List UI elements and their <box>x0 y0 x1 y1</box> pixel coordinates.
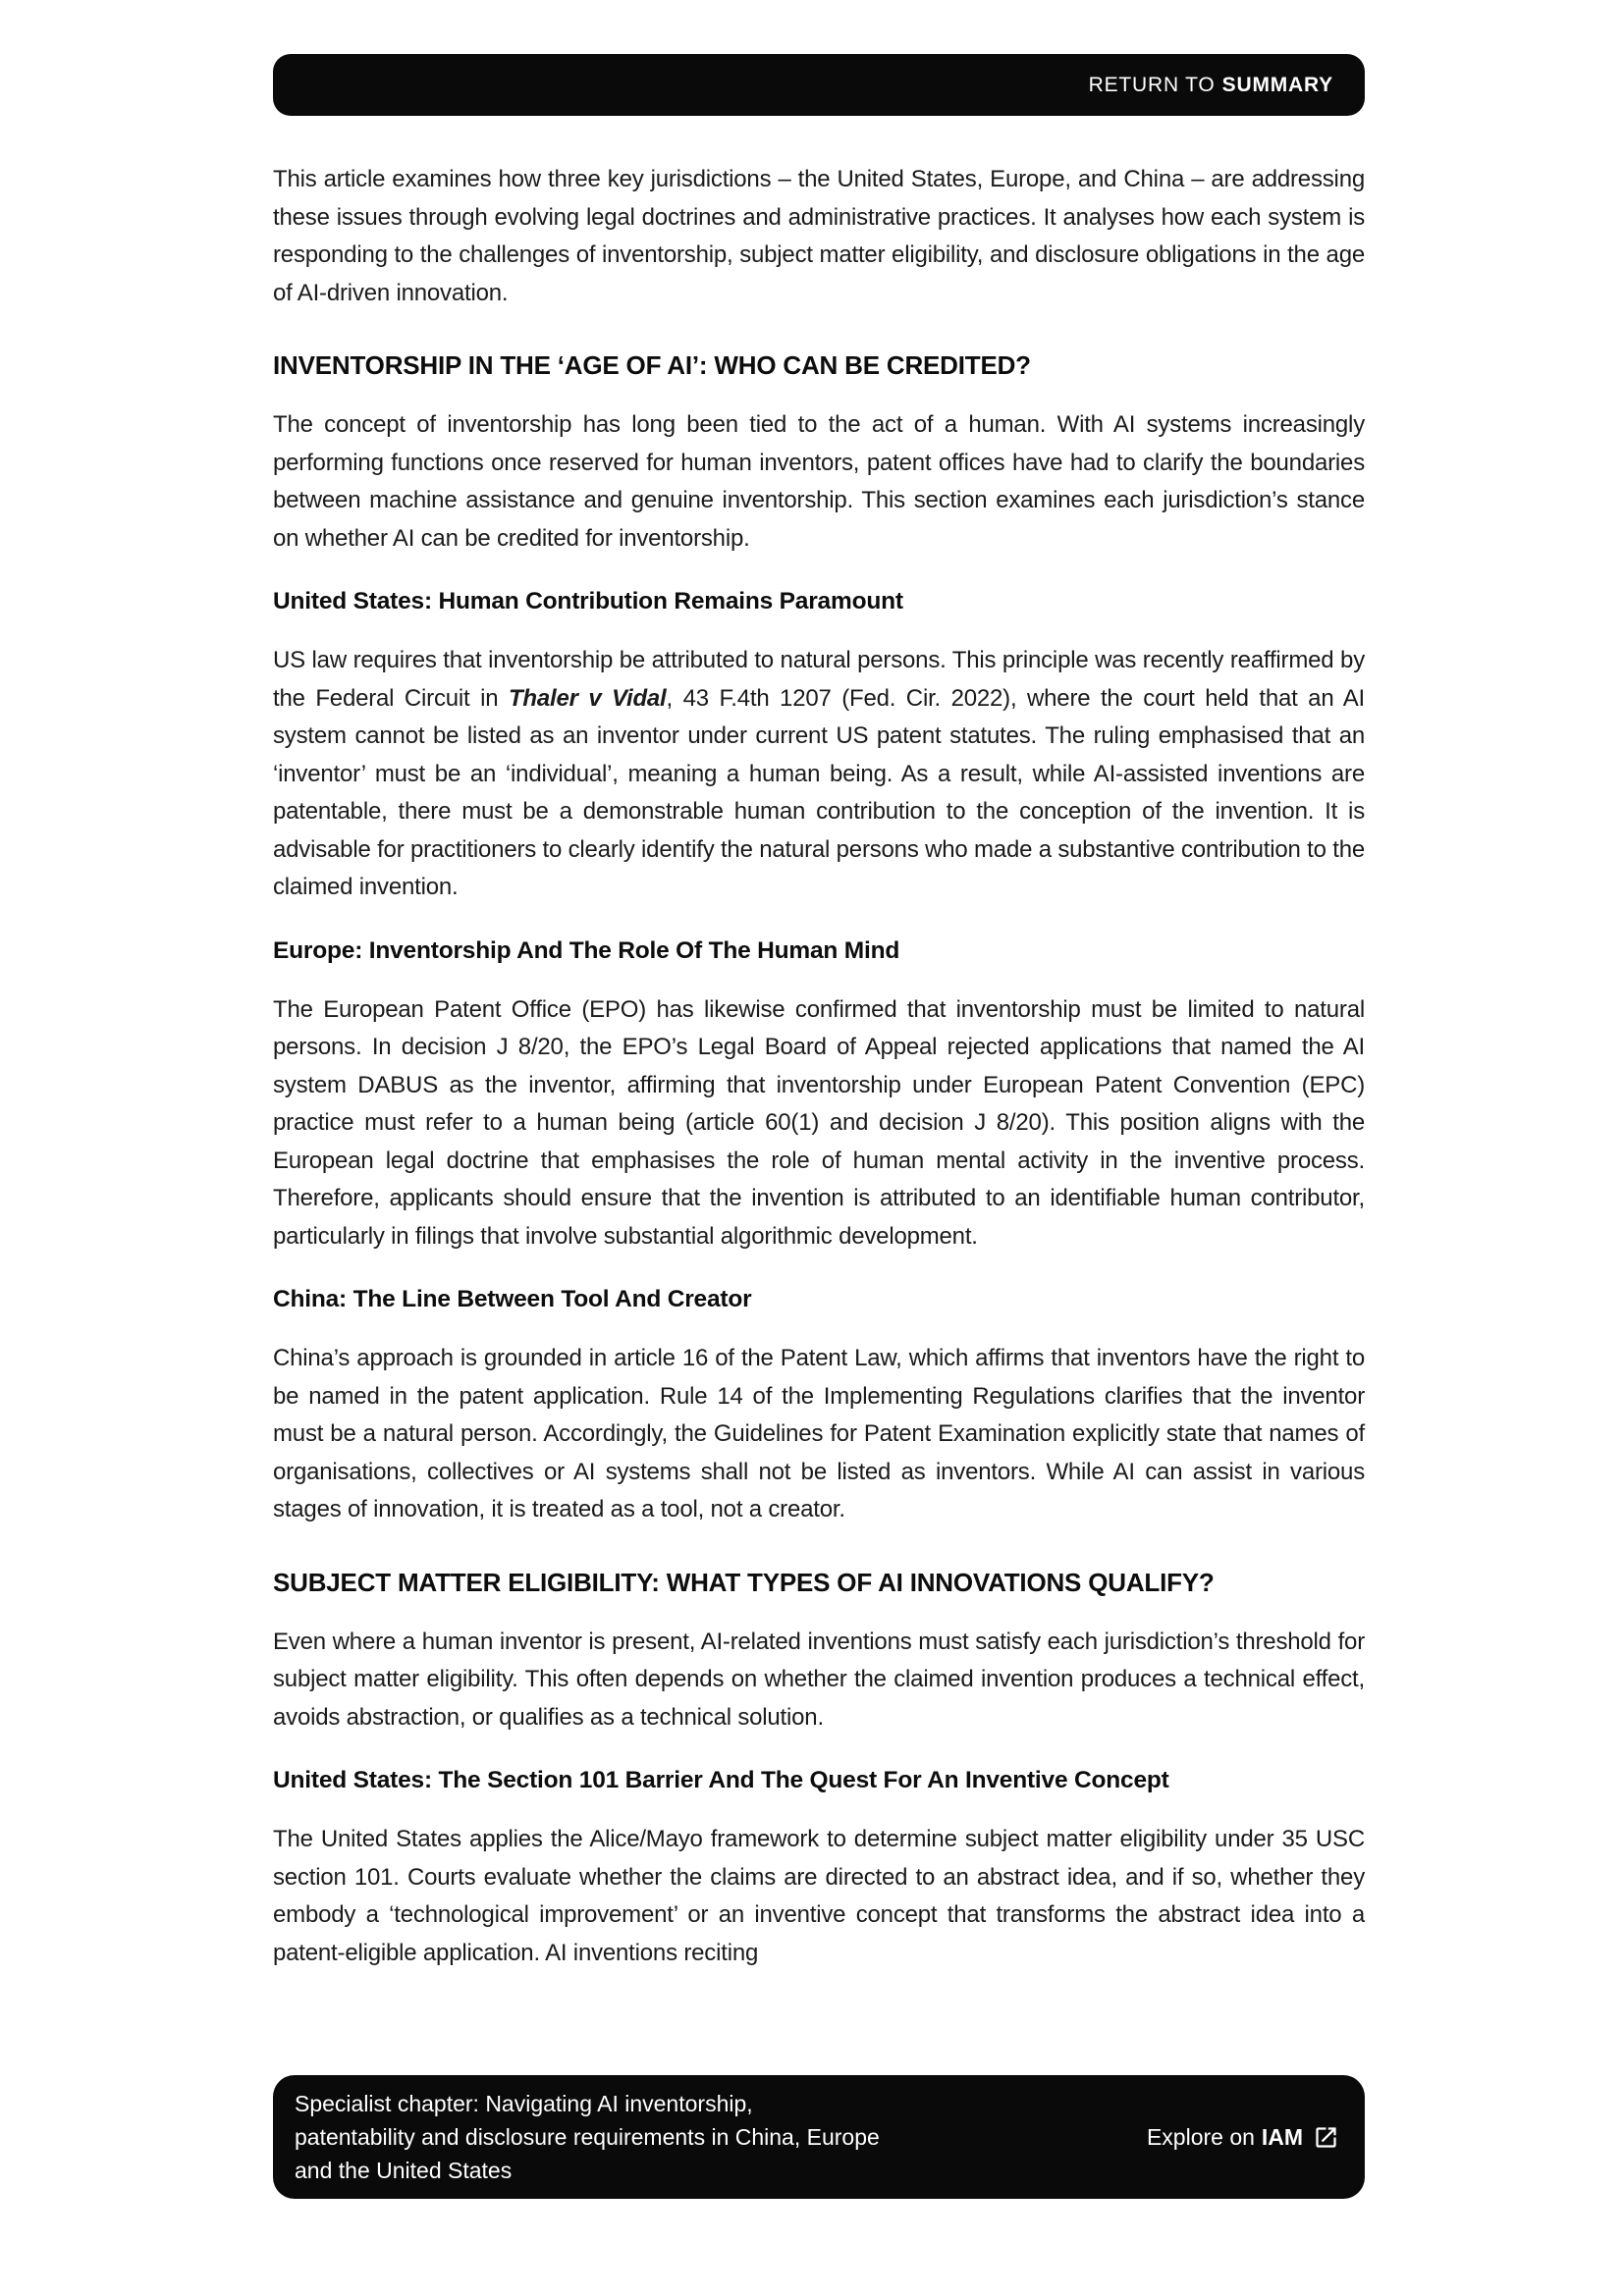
explore-on-iam-link[interactable] <box>1147 2124 1339 2151</box>
subsection-heading: United States: Human Contribution Remains Paramount <box>273 588 903 614</box>
subsection-heading: United States: The Section 101 Barrier And The Quest For An Inventive Concept <box>273 1767 1169 1793</box>
subsection-heading: China: The Line Between Tool And Creator <box>273 1286 752 1312</box>
explore-on-label: Explore on <box>1146 2123 1255 2150</box>
chapter-title-line-3: and the United States <box>295 2158 513 2183</box>
body-paragraph: This article examines how three key jurisdictions – the United States, Europe, and China – are addressing these issues through evolving legal doctrines and administrative practices. It analyses how each system is responding to the challenges of inventorship, subject matter eligibility, and disclosure obligations in the age of AI-driven innovation. <box>273 166 1365 306</box>
subsection-heading: Europe: Inventorship And The Role Of The Human Mind <box>273 936 900 964</box>
body-paragraph: The concept of inventorship has long been tied to the act of a human. With AI systems increasingly performing functions once reserved for human inventors, patent offices have had to clarify the boundaries between machine assistance and genuine inventorship. This section examines each jurisdiction’s stance on whether AI can be credited for inventorship. <box>273 411 1365 552</box>
return-to-label: RETURN TO <box>1088 73 1216 96</box>
body-paragraph: Even where a human inventor is present, AI-related inventions must satisfy each jurisdiction’s threshold for subject matter eligibility. This often depends on whether the claimed invention produces a technical effect, avoids abstraction, or qualifies as a technical solution. <box>273 1628 1365 1731</box>
return-to-summary-button[interactable] <box>273 54 1365 116</box>
iam-label: IAM <box>1261 2123 1303 2150</box>
chapter-title-line-2: patentability and disclosure requirements in China, Europe <box>295 2124 880 2150</box>
chapter-title-line-1: Specialist chapter: Navigating AI inventorship, <box>295 2091 753 2116</box>
external-link-icon <box>1313 2124 1339 2151</box>
body-paragraph: The United States applies the Alice/Mayo framework to determine subject matter eligibility under 35 USC section 101. Courts evaluate whether the claims are directed to an abstract idea, and if so, whether they embody a ‘technological improvement’ or an inventive concept that transforms the abstract idea into a patent-eligible application. AI inventions reciting <box>273 1826 1365 1966</box>
chapter-title <box>295 2087 880 2187</box>
body-paragraph: The European Patent Office (EPO) has likewise confirmed that inventorship must be limited to natural persons. In decision J 8/20, the EPO’s Legal Board of Appeal rejected applications that named the AI system DABUS as the inventor, affirming that inventorship under European Patent Convention (EPC) practice must refer to a human being (article 60(1) and decision J 8/20). This position aligns with the European legal doctrine that emphasises the role of human mental activity in the inventive process. Therefore, applicants should ensure that the invention is attributed to an identifiable human contributor, particularly in filings that involve substantial algorithmic development. <box>273 995 1365 1250</box>
section-heading: INVENTORSHIP IN THE ‘AGE OF AI’: WHO CAN BE CREDITED? <box>273 350 1031 380</box>
body-paragraph: US law requires that inventorship be attributed to natural persons. This principle was recently reaffirmed by the Federal Circuit in Thaler v Vidal, 43 F.4th 1207 (Fed. Cir. 2022), where the court held that an AI system cannot be listed as an inventor under current US patent statutes. The ruling emphasised that an ‘inventor’ must be an ‘individual’, meaning a human being. As a result, while AI-assisted inventions are patentable, there must be a demonstrable human contribution to the conception of the invention. It is advisable for practitioners to clearly identify the natural persons who made a substantive contribution to the claimed invention. <box>273 647 1366 900</box>
article-body <box>273 161 1365 1972</box>
section-heading: SUBJECT MATTER ELIGIBILITY: WHAT TYPES OF AI INNOVATIONS QUALIFY? <box>273 1567 1215 1597</box>
summary-label: SUMMARY <box>1221 73 1333 96</box>
body-paragraph: China’s approach is grounded in article 16 of the Patent Law, which affirms that inventors have the right to be named in the patent application. Rule 14 of the Implementing Regulations clarifies that the inventor must be a natural person. Accordingly, the Guidelines for Patent Examination explicitly state that names of organisations, collectives or AI systems shall not be listed as inventors. While AI can assist in various stages of innovation, it is treated as a tool, not a creator. <box>273 1345 1365 1522</box>
footer-bar <box>273 2075 1365 2199</box>
